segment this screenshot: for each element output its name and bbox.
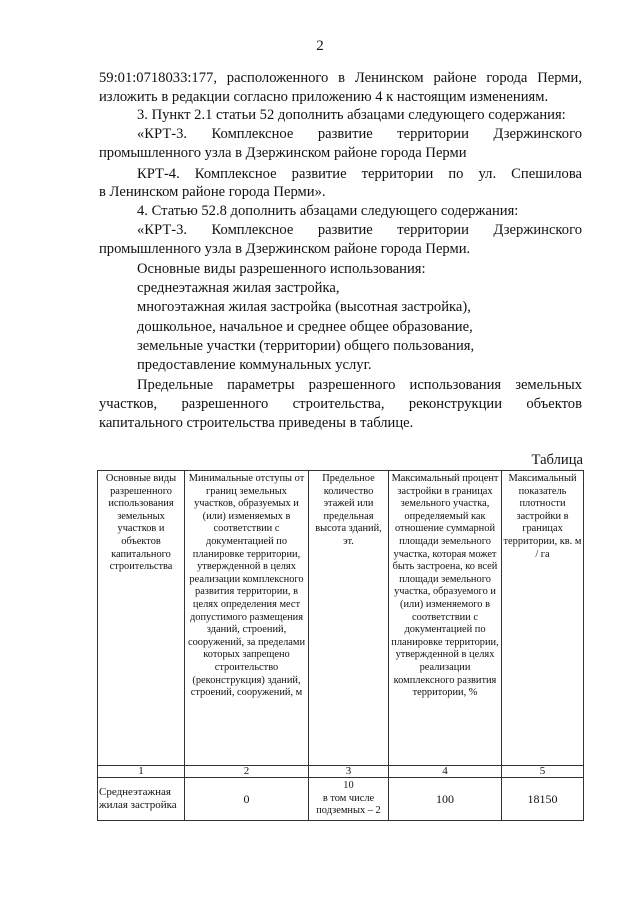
density-cell: 18150	[502, 778, 584, 821]
list-line: предоставление коммунальных услуг.	[137, 357, 372, 373]
paragraph-line: промышленного узла в Дзержинском районе города Перми.	[99, 241, 471, 257]
paragraph-line: 3. Пункт 2.1 статьи 52 дополнить абзацами следующего содержания:	[137, 107, 566, 123]
list-line: среднеэтажная жилая застройка,	[137, 280, 340, 296]
paragraph-line: Основные виды разрешенного использования:	[137, 261, 426, 277]
use-type-cell: Среднеэтажная жилая застройка	[98, 778, 185, 821]
column-number: 1	[98, 766, 185, 778]
paragraph-line: 4. Статью 52.8 дополнить абзацами следующего содержания:	[137, 203, 519, 219]
column-number: 2	[185, 766, 309, 778]
paragraph-line: промышленного узла в Дзержинском районе города Перми	[99, 145, 467, 161]
floors-cell	[309, 778, 389, 821]
paragraph-line: в Ленинском районе города Перми».	[99, 184, 326, 200]
paragraph-line: «КРТ-3. Комплексное развитие территории Дзержинского	[137, 126, 582, 142]
header-cell: Минимальные отступы от границ земельных участков, образуемых и (или) изменяемых в соответствии с документацией по планировке территории, утвержденной в целях реализации комплексного развития территории, в целях определения мест допустимого размещения зданий, строений, сооружений, за пределами которых запрещено строительство (реконструкция) зданий, строений, сооружений, м	[185, 471, 309, 766]
list-line: земельные участки (территории) общего пользования,	[137, 338, 475, 354]
paragraph-line: участков, разрешенного строительства, реконструкции объектов	[99, 396, 582, 412]
coverage-cell: 100	[389, 778, 502, 821]
column-number: 4	[389, 766, 502, 778]
column-number: 3	[309, 766, 389, 778]
column-number-row	[98, 766, 584, 778]
parameters-table	[97, 470, 584, 821]
floors-value: 10	[343, 780, 354, 792]
table-row	[98, 778, 584, 821]
table-header-row	[98, 471, 584, 766]
list-line: многоэтажная жилая застройка (высотная застройка),	[137, 299, 471, 315]
header-cell: Максимальный показатель плотности застройки в границах территории, кв. м / га	[502, 471, 584, 766]
paragraph-line: КРТ-4. Комплексное развитие территории по ул. Спешилова	[137, 166, 582, 182]
column-number: 5	[502, 766, 584, 778]
paragraph-line: капитального строительства приведены в таблице.	[99, 415, 414, 431]
header-cell: Максимальный процент застройки в границах земельного участка, определяемый как отношение суммарной площади земельного участка, которая может быть застроена, ко всей площади земельного участка, образуемого и (или) изменяемого в соответствии с документацией по планировке территории, утвержденной в целях реализации комплексного развития территории, %	[389, 471, 502, 766]
paragraph-line: «КРТ-3. Комплексное развитие территории Дзержинского	[137, 222, 582, 238]
header-cell: Предельное количество этажей или предельная высота зданий, эт.	[309, 471, 389, 766]
list-line: дошкольное, начальное и среднее общее образование,	[137, 319, 473, 335]
setback-cell: 0	[185, 778, 309, 821]
header-cell: Основные виды разрешенного использования земельных участков и объектов капитального строительства	[98, 471, 185, 766]
page-number: 2	[316, 38, 324, 54]
table-caption: Таблица	[531, 452, 583, 468]
floors-note: в том числе подземных – 2	[316, 792, 381, 817]
paragraph-line: изложить в редакции согласно приложению 4 к настоящим изменениям.	[99, 89, 549, 105]
paragraph-line: Предельные параметры разрешенного использования земельных	[137, 377, 582, 393]
paragraph-line: 59:01:0718033:177, расположенного в Ленинском районе города Перми,	[99, 70, 582, 86]
